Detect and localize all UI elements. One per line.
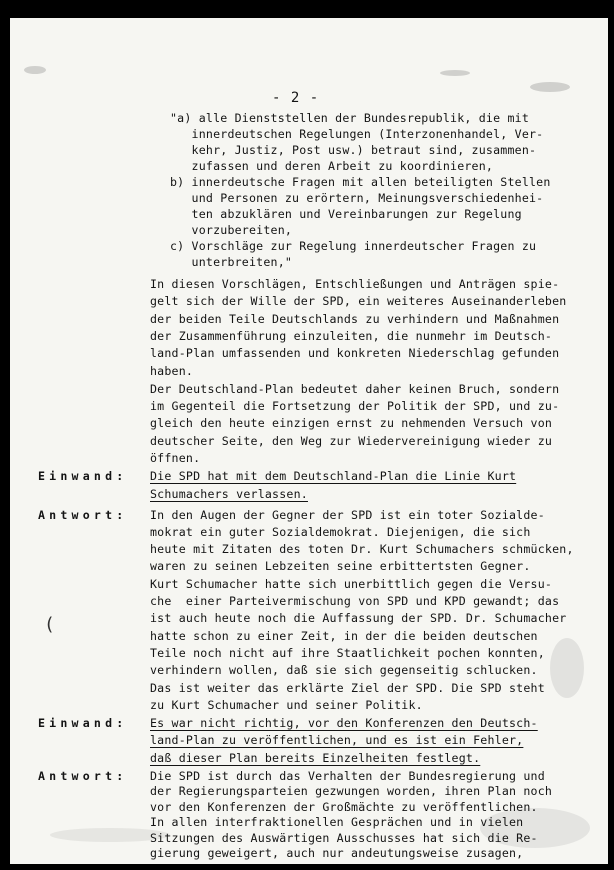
antwort-line: Teile noch nicht auf ihre Staatlichkeit pochen konnten,	[150, 645, 545, 660]
paragraph-line: haben.	[150, 363, 194, 378]
antwort-line: heute mit Zitaten des toten Dr. Kurt Schumachers schmücken,	[150, 542, 574, 557]
antwort-line: gierung geweigert, auch nur andeutungsweise zusagen,	[150, 846, 524, 861]
paragraph-line: öffnen.	[150, 451, 201, 465]
quote-line: ten abzuklären und Vereinbarungen zur Regelung	[170, 207, 522, 221]
antwort-line: zu Kurt Schumacher und seiner Politik.	[150, 697, 423, 712]
margin-mark: (	[44, 614, 55, 635]
paragraph-line: Der Deutschland-Plan bedeutet daher keinen Bruch, sondern	[150, 381, 560, 396]
einwand-line: Schumachers verlassen.	[150, 486, 308, 501]
paragraph-line: gelt sich der Wille der SPD, ein weiteres Auseinanderleben	[150, 294, 567, 309]
antwort-line: Das ist weiter das erklärte Ziel der SPD. Die SPD steht	[150, 680, 545, 695]
paragraph-line: land-Plan umfassenden und konkreten Niederschlag gefunden	[150, 346, 560, 361]
antwort-label: Antwort:	[38, 768, 128, 783]
scan-speckle	[550, 638, 584, 698]
antwort-label: Antwort:	[38, 507, 128, 522]
quote-line: b) innerdeutsche Fragen mit allen beteiligten Stellen	[170, 175, 551, 189]
antwort-line: In allen interfraktionellen Gesprächen und in vielen	[150, 815, 524, 830]
scan-speckle	[24, 66, 46, 74]
einwand-label: Einwand:	[38, 716, 128, 731]
antwort-line: Sitzungen des Auswärtigen Ausschusses hat sich die Re-	[150, 830, 538, 845]
paragraph-line: der beiden Teile Deutschlands zu verhindern und Maßnahmen	[150, 311, 560, 326]
paragraph-line: gleich den heute einzigen ernst zu nehmenden Versuch von	[150, 416, 553, 431]
quote-line: vorzubereiten,	[170, 223, 293, 237]
page-number: - 2 -	[272, 90, 320, 106]
einwand-label: Einwand:	[38, 469, 128, 484]
antwort-line: hatte schon zu einer Zeit, in der die beiden deutschen	[150, 628, 538, 643]
antwort-line: der Regierungsparteien gezwungen worden, ihren Plan noch	[150, 784, 553, 799]
quote-line: c) Vorschläge zur Regelung innerdeutscher Fragen zu	[170, 239, 537, 253]
antwort-line: che einer Parteivermischung von SPD und KPD gewandt; das	[150, 594, 560, 609]
paragraph-line: im Gegenteil die Fortsetzung der Politik der SPD, und zu-	[150, 399, 560, 414]
document-page	[10, 18, 608, 864]
quote-line: zufassen und deren Arbeit zu koordinieren,	[170, 159, 494, 173]
quote-line: kehr, Justiz, Post usw.) betraut sind, zusammen-	[170, 143, 537, 157]
antwort-line: Kurt Schumacher hatte sich unerbittlich gegen die Versu-	[150, 576, 553, 591]
scan-speckle	[440, 70, 470, 76]
quote-line: und Personen zu erörtern, Meinungsverschiedenhei-	[170, 191, 544, 205]
einwand-line: daß dieser Plan bereits Einzelheiten festlegt.	[150, 750, 481, 765]
antwort-line: verhindern wollen, daß sie sich gegenseitig schlucken.	[150, 663, 538, 678]
antwort-line: ist auch heute noch die Auffassung der SPD. Dr. Schumacher	[150, 611, 567, 626]
einwand-line: Die SPD hat mit dem Deutschland-Plan die Linie Kurt	[150, 469, 517, 484]
antwort-line: Die SPD ist durch das Verhalten der Bundesregierung und	[150, 768, 545, 783]
antwort-line: vor den Konferenzen der Großmächte zu veröffentlichen.	[150, 799, 538, 814]
quote-line: unterbreiten,"	[170, 255, 293, 269]
einwand-line: Es war nicht richtig, vor den Konferenzen den Deutsch-	[150, 716, 538, 731]
antwort-line: mokrat ein guter Sozialdemokrat. Diejenigen, die sich	[150, 524, 531, 539]
quote-line: innerdeutschen Regelungen (Interzonenhandel, Ver-	[170, 127, 544, 141]
antwort-line: waren zu seinen Lebzeiten seine erbittertsten Gegner.	[150, 559, 531, 574]
paragraph-line: In diesen Vorschlägen, Entschließungen und Anträgen spie-	[150, 277, 560, 291]
paragraph-line: der Zusammenführung einzuleiten, die nunmehr im Deutsch-	[150, 328, 553, 343]
quote-line: "a) alle Dienststellen der Bundesrepublik, die mit	[170, 111, 530, 125]
paragraph-line: deutscher Seite, den Weg zur Wiedervereinigung wieder zu	[150, 433, 553, 448]
antwort-line: In den Augen der Gegner der SPD ist ein toter Sozialde-	[150, 507, 545, 522]
einwand-line: land-Plan zu veröffentlichen, und es ist ein Fehler,	[150, 733, 524, 748]
scan-speckle	[530, 82, 570, 92]
